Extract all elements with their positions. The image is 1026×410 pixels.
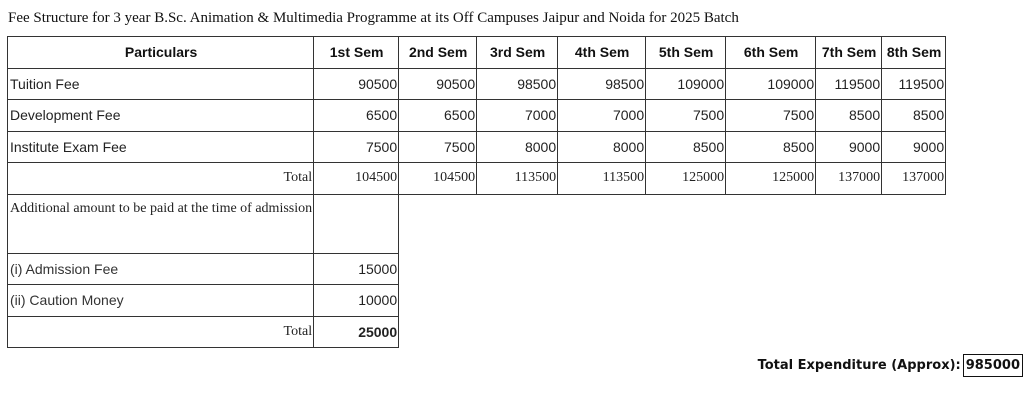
table-cell: 119500 <box>882 68 946 100</box>
empty-cell <box>314 194 399 253</box>
total-row <box>8 163 946 195</box>
total-label: Total <box>8 163 314 195</box>
additional-note: Additional amount to be paid at the time of admission <box>8 194 314 253</box>
table-cell: 90500 <box>314 68 399 100</box>
table-cell: 7500 <box>314 131 399 163</box>
total-cell: 113500 <box>477 163 558 195</box>
header-row <box>8 37 946 69</box>
table-cell: 6500 <box>314 100 399 132</box>
column-header: 7th Sem <box>816 37 882 69</box>
table-caption: Fee Structure for 3 year B.Sc. Animation & Multimedia Programme at its Off Campuses Jaipur and Noida for 2025 Batch <box>8 10 739 26</box>
table-cell: 109000 <box>646 68 726 100</box>
table-row <box>8 285 946 317</box>
table-cell: 6500 <box>399 100 477 132</box>
table-cell: 10000 <box>314 285 399 317</box>
column-header: 4th Sem <box>558 37 646 69</box>
blank-area <box>399 285 946 317</box>
column-header: 1st Sem <box>314 37 399 69</box>
table-cell: 8500 <box>816 100 882 132</box>
total-cell: 137000 <box>882 163 946 195</box>
additional-note-row <box>8 194 946 253</box>
additional-total-row <box>8 316 946 348</box>
row-label: Development Fee <box>8 100 314 132</box>
column-header: 6th Sem <box>726 37 816 69</box>
row-label: (ii) Caution Money <box>8 285 314 317</box>
total-cell: 125000 <box>646 163 726 195</box>
table-cell: 7000 <box>558 100 646 132</box>
blank-area <box>399 194 946 253</box>
table-cell: 15000 <box>314 253 399 285</box>
column-header: 8th Sem <box>882 37 946 69</box>
column-header: 3rd Sem <box>477 37 558 69</box>
table-cell: 8500 <box>646 131 726 163</box>
table-cell: 98500 <box>477 68 558 100</box>
total-label: Total <box>8 316 314 348</box>
table-cell: 9000 <box>816 131 882 163</box>
table-cell: 7500 <box>726 100 816 132</box>
total-cell: 125000 <box>726 163 816 195</box>
table-cell: 9000 <box>882 131 946 163</box>
row-label: (i) Admission Fee <box>8 253 314 285</box>
total-cell: 104500 <box>399 163 477 195</box>
table-cell: 7500 <box>646 100 726 132</box>
table-cell: 98500 <box>558 68 646 100</box>
table-cell: 8000 <box>477 131 558 163</box>
table-cell: 8500 <box>726 131 816 163</box>
fee-table <box>7 36 946 348</box>
table-cell: 90500 <box>399 68 477 100</box>
total-cell: 104500 <box>314 163 399 195</box>
total-cell: 137000 <box>816 163 882 195</box>
total-cell: 25000 <box>314 316 399 348</box>
row-label: Institute Exam Fee <box>8 131 314 163</box>
total-cell: 113500 <box>558 163 646 195</box>
table-row <box>8 68 946 100</box>
table-cell: 8000 <box>558 131 646 163</box>
blank-area <box>399 316 946 348</box>
table-cell: 7500 <box>399 131 477 163</box>
column-header: 5th Sem <box>646 37 726 69</box>
column-header: 2nd Sem <box>399 37 477 69</box>
table-cell: 8500 <box>882 100 946 132</box>
row-label: Tuition Fee <box>8 68 314 100</box>
table-row <box>8 253 946 285</box>
table-cell: 7000 <box>477 100 558 132</box>
table-cell: 109000 <box>726 68 816 100</box>
grand-total-label: Total Expenditure (Approx): <box>757 358 961 373</box>
table-row <box>8 100 946 132</box>
grand-total-value: 985000 <box>963 354 1023 377</box>
table-row <box>8 131 946 163</box>
column-header: Particulars <box>8 37 314 69</box>
blank-area <box>399 253 946 285</box>
grand-total <box>758 354 1023 377</box>
table-cell: 119500 <box>816 68 882 100</box>
